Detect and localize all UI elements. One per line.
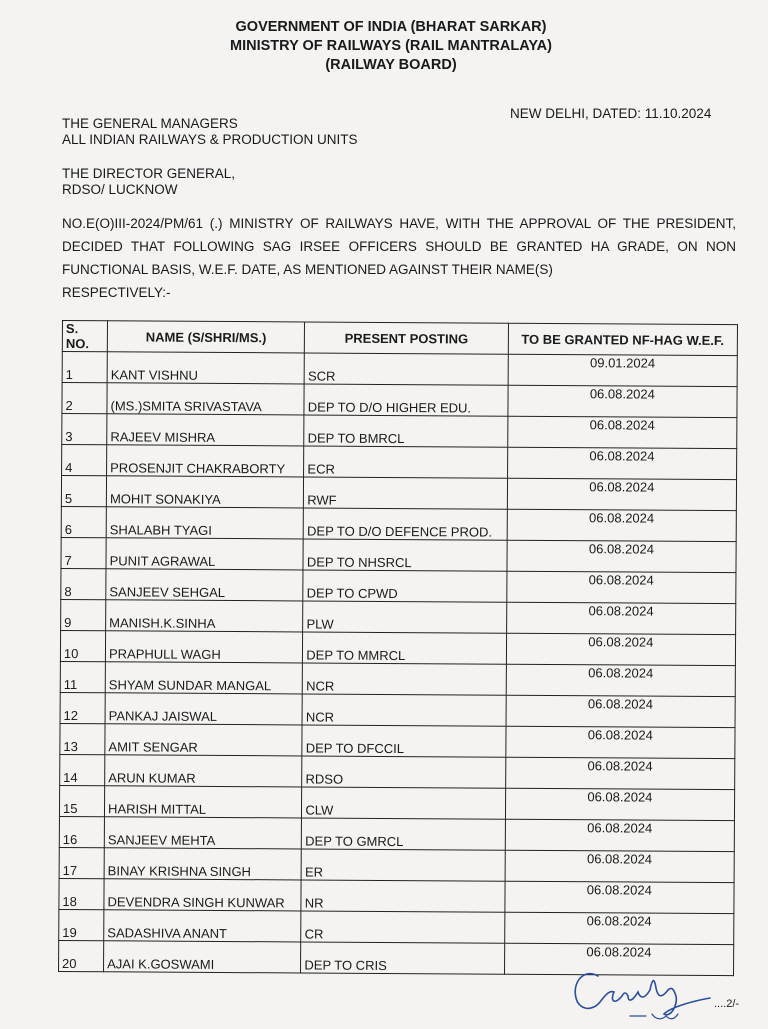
table-row [59,816,734,851]
officer-name-cell: RAJEEV MISHRA [107,414,304,446]
serial-no-cell: 20 [59,940,104,971]
officer-name-cell: ARUN KUMAR [105,755,302,787]
posting-cell: ER [301,849,504,881]
posting-cell: RDSO [302,756,505,788]
serial-no-cell: 4 [62,445,107,476]
officer-name-cell: SHYAM SUNDAR MANGAL [105,662,302,694]
posting-cell: CLW [302,787,505,819]
posting-cell: NCR [302,694,505,726]
grant-date-cell: 06.08.2024 [507,540,737,572]
officer-name-cell: HARISH MITTAL [105,786,302,818]
addressee-line: RDSO/ LUCKNOW [62,182,178,197]
addressee-line: THE GENERAL MANAGERS [62,116,238,131]
officer-name-cell: BINAY KRISHNA SINGH [104,848,301,880]
table-row [62,445,737,480]
table-row [59,878,734,913]
posting-cell: RWF [304,477,507,509]
officers-table [58,320,738,976]
grant-date-cell: 06.08.2024 [504,912,734,944]
addressee-director-general [62,166,235,198]
table-row [62,383,737,418]
serial-no-cell: 18 [59,878,104,909]
header-line-2: MINISTRY OF RAILWAYS (RAIL MANTRALAYA) [230,38,552,54]
grant-date-cell: 06.08.2024 [507,478,737,510]
grant-date-cell: 06.08.2024 [507,416,737,448]
table-row [60,630,735,665]
table-row [59,785,734,820]
officer-name-cell: DEVENDRA SINGH KUNWAR [104,879,301,911]
posting-cell: DEP TO NHSRCL [303,539,506,571]
officer-name-cell: PROSENJIT CHAKRABORTY [107,445,304,477]
table-row [61,537,736,572]
grant-date-cell: 06.08.2024 [506,602,736,634]
addressee-line: ALL INDIAN RAILWAYS & PRODUCTION UNITS [62,132,358,147]
serial-no-cell: 8 [61,568,106,599]
table-row [61,599,736,634]
grant-date-cell: 06.08.2024 [505,788,735,820]
grant-date-cell: 06.08.2024 [504,943,734,975]
header-grant-date: TO BE GRANTED NF-HAG W.E.F. [508,323,738,355]
grant-date-cell: 06.08.2024 [507,447,737,479]
header-name: NAME (S/SHRI/MS.) [107,321,304,353]
serial-no-cell: 7 [61,537,106,568]
addressee-general-managers [62,116,358,148]
grant-date-cell: 06.08.2024 [506,571,736,603]
grant-date-cell: 06.08.2024 [505,819,735,851]
officer-name-cell: AJAI K.GOSWAMI [104,941,301,973]
table-row [60,661,735,696]
date-line: NEW DELHI, DATED: 11.10.2024 [510,106,712,121]
table-row [62,414,737,449]
officer-name-cell: PUNIT AGRAWAL [106,538,303,570]
table-row [59,847,734,882]
posting-cell: PLW [303,601,506,633]
signature-icon [570,962,720,1024]
serial-no-cell: 15 [59,785,104,816]
serial-no-cell: 16 [59,816,104,847]
serial-no-cell: 10 [60,630,105,661]
posting-cell: CR [301,911,504,943]
officer-name-cell: KANT VISHNU [107,352,304,384]
posting-cell: DEP TO DFCCIL [302,725,505,757]
table-row [61,568,736,603]
table-header-row [62,321,737,356]
letterhead [0,18,768,75]
officer-name-cell: (MS.)SMITA SRIVASTAVA [107,383,304,415]
posting-cell: DEP TO GMRCL [302,818,505,850]
continuation-marker: ....2/- [714,998,740,1010]
serial-no-cell: 9 [61,599,106,630]
serial-no-cell: 2 [62,383,107,414]
serial-no-cell: 14 [60,754,105,785]
posting-cell: DEP TO CRIS [301,942,504,974]
officer-name-cell: SANJEEV MEHTA [104,817,301,849]
posting-cell: SCR [304,353,507,385]
serial-no-cell: 6 [61,506,106,537]
table-row [61,476,736,511]
posting-cell: DEP TO MMRCL [303,632,506,664]
serial-no-cell: 13 [60,723,105,754]
officer-name-cell: PANKAJ JAISWAL [105,693,302,725]
grant-date-cell: 09.01.2024 [508,354,738,386]
officer-name-cell: PRAPHULL WAGH [105,631,302,663]
table-row [60,723,735,758]
officer-name-cell: SADASHIVA ANANT [104,910,301,942]
officer-name-cell: SANJEEV SEHGAL [106,569,303,601]
grant-date-cell: 06.08.2024 [506,695,736,727]
order-text: NO.E(O)III-2024/PM/61 (.) MINISTRY OF RAILWAYS HAVE, WITH THE APPROVAL OF THE PRESIDENT, DECIDED THAT FOLLOWING SAG IRSEE OFFICERS SHOULD BE GRANTED HA GRADE, ON NON FUNCTIONAL BASIS, W.E.F. DATE, AS MENTIONED AGAINST THEIR NAME(S) [62,216,736,277]
posting-cell: DEP TO D/O DEFENCE PROD. [304,508,507,540]
signature [570,962,720,1029]
table-row [62,352,737,387]
serial-no-cell: 1 [62,352,107,383]
serial-no-cell: 11 [60,661,105,692]
table-row [60,754,735,789]
serial-no-cell: 19 [59,909,104,940]
posting-cell: DEP TO CPWD [303,570,506,602]
table-row [61,506,736,541]
serial-no-cell: 12 [60,692,105,723]
officer-name-cell: SHALABH TYAGI [106,507,303,539]
grant-date-cell: 06.08.2024 [505,881,735,913]
order-paragraph [62,212,736,304]
grant-date-cell: 06.08.2024 [505,850,735,882]
posting-cell: DEP TO BMRCL [304,415,507,447]
posting-cell: DEP TO D/O HIGHER EDU. [304,384,507,416]
posting-cell: ECR [304,446,507,478]
addressee-line: THE DIRECTOR GENERAL, [62,166,236,181]
posting-cell: NCR [303,663,506,695]
serial-no-cell: 3 [62,414,107,445]
header-present-posting: PRESENT POSTING [305,322,508,354]
officer-name-cell: MOHIT SONAKIYA [106,476,303,508]
serial-no-cell: 5 [61,476,106,507]
grant-date-cell: 06.08.2024 [505,726,735,758]
header-line-3: (RAILWAY BOARD) [325,57,457,73]
posting-cell: NR [301,880,504,912]
table-row [59,909,734,944]
grant-date-cell: 06.08.2024 [508,385,738,417]
grant-date-cell: 06.08.2024 [505,757,735,789]
officer-name-cell: MANISH.K.SINHA [106,600,303,632]
header-line-1: GOVERNMENT OF INDIA (BHARAT SARKAR) [235,19,547,35]
serial-no-cell: 17 [59,847,104,878]
grant-date-cell: 06.08.2024 [507,509,737,541]
grant-date-cell: 06.08.2024 [506,633,736,665]
order-text-last-line: RESPECTIVELY:- [62,285,171,300]
header-serial-no: S. NO. [62,321,107,352]
officer-name-cell: AMIT SENGAR [105,724,302,756]
table-row [60,692,735,727]
grant-date-cell: 06.08.2024 [506,664,736,696]
